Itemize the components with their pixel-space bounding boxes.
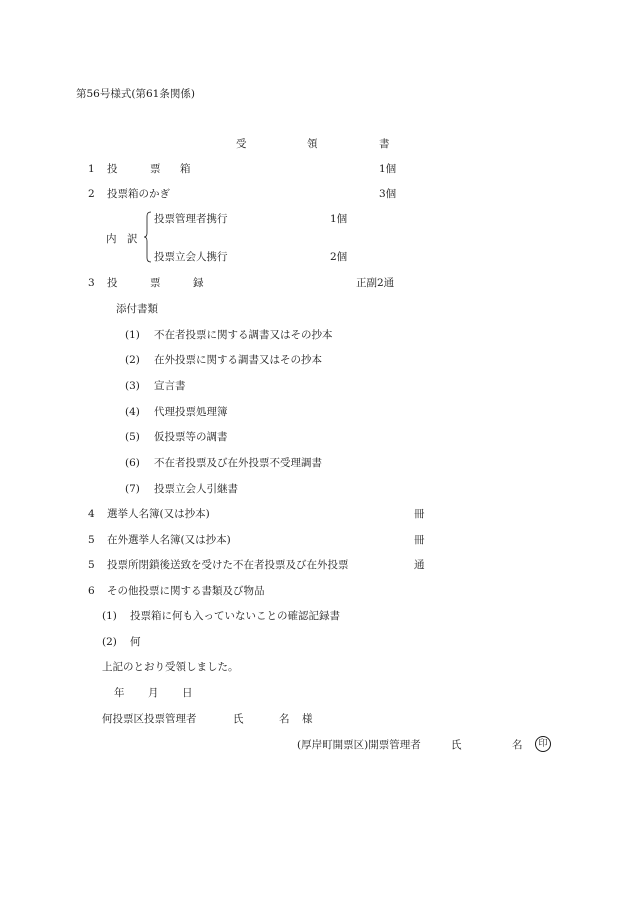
attachment-number: (1) bbox=[125, 329, 140, 341]
receipt-statement: 上記のとおり受領しました。 bbox=[102, 661, 239, 673]
item4-unit: 冊 bbox=[414, 508, 425, 520]
recipient-sama: 様 bbox=[302, 713, 313, 725]
title-char-3: 書 bbox=[379, 138, 390, 150]
item5b-number: 5 bbox=[88, 559, 95, 571]
recipient-title: 何投票区投票管理者 bbox=[102, 713, 197, 725]
item4-label: 選挙人名簿(又は抄本) bbox=[107, 508, 210, 520]
item6-sub1-text: 投票箱に何も入っていないことの確認記録書 bbox=[130, 610, 340, 622]
item5b-label: 投票所閉鎖後送致を受けた不在者投票及び在外投票 bbox=[107, 559, 349, 571]
item6-number: 6 bbox=[88, 585, 95, 597]
item1-number: 1 bbox=[88, 163, 95, 175]
attachment-text: 宣言書 bbox=[154, 380, 186, 392]
breakdown-row2-label: 投票立会人携行 bbox=[154, 251, 228, 263]
attachment-number: (2) bbox=[125, 354, 140, 366]
title-char-1: 受 bbox=[236, 138, 247, 150]
item3-char-2: 票 bbox=[150, 277, 161, 289]
item5a-label: 在外選挙人名簿(又は抄本) bbox=[107, 534, 231, 546]
breakdown-row2-qty: 2個 bbox=[330, 251, 348, 263]
attachments-title: 添付書類 bbox=[116, 303, 158, 315]
item1-char-2: 票 bbox=[150, 163, 161, 175]
item3-char-1: 投 bbox=[107, 277, 118, 289]
breakdown-row1-label: 投票管理者携行 bbox=[154, 213, 228, 225]
item6-sub2-text: 何 bbox=[130, 636, 141, 648]
item6-sub1-number: (1) bbox=[102, 610, 117, 622]
attachment-text: 投票立会人引継書 bbox=[154, 483, 238, 495]
attachment-number: (6) bbox=[125, 457, 140, 469]
item1-char-3: 箱 bbox=[180, 163, 191, 175]
item1-char-1: 投 bbox=[107, 163, 118, 175]
sender-mei: 名 bbox=[512, 739, 523, 751]
recipient-shi: 氏 bbox=[233, 713, 244, 725]
item5b-unit: 通 bbox=[414, 559, 425, 571]
sender-title: (厚岸町開票区)開票管理者 bbox=[297, 739, 421, 751]
item3-quantity: 正副2通 bbox=[356, 277, 395, 289]
item3-char-3: 録 bbox=[193, 277, 204, 289]
attachment-number: (5) bbox=[125, 431, 140, 443]
item1-quantity: 1個 bbox=[379, 163, 397, 175]
breakdown-row1-qty: 1個 bbox=[330, 213, 348, 225]
item6-label: その他投票に関する書類及び物品 bbox=[107, 585, 265, 597]
date-month: 月 bbox=[148, 687, 159, 699]
form-number: 第56号様式(第61条関係) bbox=[76, 88, 195, 100]
attachment-number: (7) bbox=[125, 483, 140, 495]
item2-number: 2 bbox=[88, 188, 95, 200]
item6-sub2-number: (2) bbox=[102, 636, 117, 648]
sender-shi: 氏 bbox=[451, 739, 462, 751]
item4-number: 4 bbox=[88, 508, 95, 520]
item2-label: 投票箱のかぎ bbox=[107, 188, 170, 200]
date-day: 日 bbox=[182, 687, 193, 699]
attachment-number: (3) bbox=[125, 380, 140, 392]
attachment-text: 不在者投票に関する調書又はその抄本 bbox=[154, 329, 333, 341]
item5a-number: 5 bbox=[88, 534, 95, 546]
title-char-2: 領 bbox=[307, 138, 318, 150]
item5a-unit: 冊 bbox=[414, 534, 425, 546]
recipient-mei: 名 bbox=[279, 713, 290, 725]
item2-quantity: 3個 bbox=[379, 188, 397, 200]
attachment-text: 在外投票に関する調書又はその抄本 bbox=[154, 354, 322, 366]
attachment-text: 仮投票等の調書 bbox=[154, 431, 228, 443]
attachment-number: (4) bbox=[125, 406, 140, 418]
breakdown-brace bbox=[144, 211, 151, 263]
seal-mark: 印 bbox=[535, 736, 551, 752]
date-year: 年 bbox=[114, 687, 125, 699]
breakdown-label: 内 訳 bbox=[106, 233, 138, 245]
attachment-text: 代理投票処理簿 bbox=[154, 406, 228, 418]
item3-number: 3 bbox=[88, 277, 95, 289]
attachment-text: 不在者投票及び在外投票不受理調書 bbox=[154, 457, 322, 469]
